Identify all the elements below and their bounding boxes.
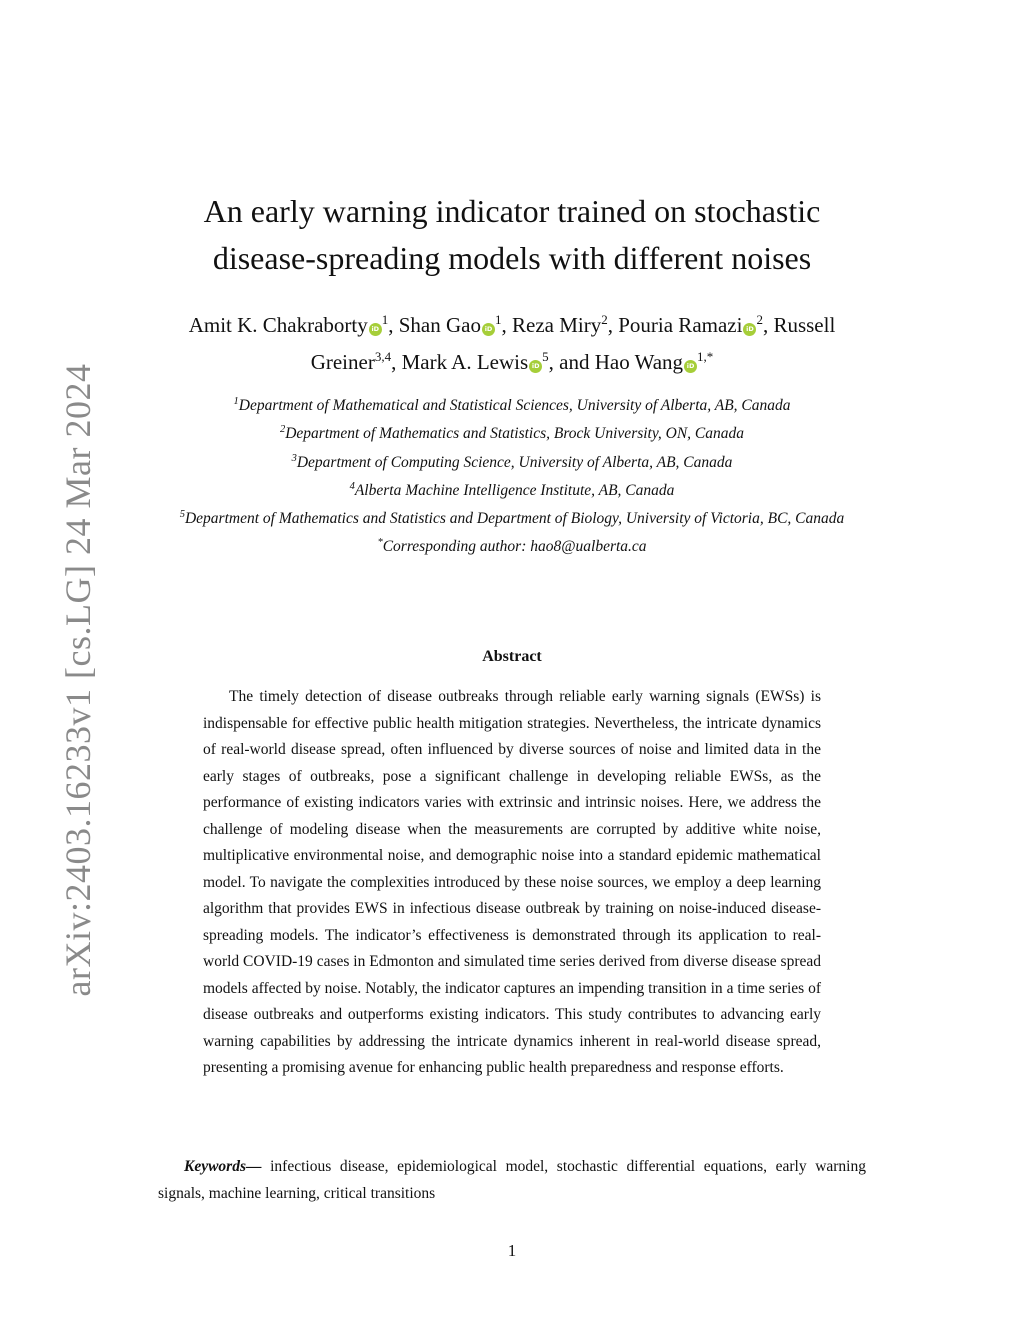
affil-mark: 5 [179, 509, 185, 521]
affil-mark: 4 [349, 480, 355, 492]
author-separator: , [388, 313, 399, 337]
orcid-icon[interactable]: iD [482, 323, 495, 336]
paper-title [0, 188, 1024, 282]
author-name: Shan Gao [398, 313, 481, 337]
affil-mark: * [377, 537, 383, 549]
author-affil-mark: 3,4 [374, 349, 392, 364]
affil-text: Department of Mathematical and Statistical Sciences, University of Alberta, AB, Canada [238, 397, 791, 414]
author-affil-mark: 1 [381, 312, 389, 327]
author-separator: , [607, 313, 619, 337]
keywords-list: infectious disease, epidemiological model, stochastic differential equations, early warning signals, machine learning, critical transitions [158, 1158, 866, 1202]
author-affil-mark: 2 [601, 312, 608, 327]
author-line-1 [0, 308, 1024, 345]
affiliation [160, 478, 864, 506]
title-line-2: disease-spreading models with different noises [212, 240, 812, 276]
author-name: Reza Miry [512, 313, 602, 337]
author-name-part: Russell [773, 313, 836, 337]
author-affil-mark: 1 [495, 312, 502, 327]
keywords-label: Keywords— [184, 1158, 262, 1175]
affiliation [160, 506, 864, 534]
keywords-section [158, 1154, 866, 1207]
affiliation [160, 393, 864, 421]
orcid-icon[interactable]: iD [529, 360, 542, 373]
author-list [0, 308, 1024, 382]
orcid-icon[interactable]: iD [684, 360, 697, 373]
affiliation [160, 534, 864, 562]
title-line-1: An early warning indicator trained on stochastic [203, 193, 821, 229]
orcid-icon[interactable]: iD [369, 323, 382, 336]
affil-mark: 1 [233, 396, 239, 407]
author-separator: , [391, 350, 402, 374]
affil-text: Alberta Machine Intelligence Institute, AB, Canada [354, 481, 675, 499]
affiliation [160, 421, 864, 449]
affiliation [160, 450, 864, 478]
author-separator: , [762, 313, 774, 337]
author-name: Mark A. Lewis [401, 350, 529, 374]
abstract-body: The timely detection of disease outbreaks through reliable early warning signals (EWSs) is indispensable for effective public health mitigation strategies. Nevertheless, the intricate dynamics of real-world disease spread, often influenced by diverse sources of noise and limited data in the early stages of outbreaks, pose a significant challenge in developing reliable EWSs, as the performance of existing indicators varies with extrinsic and intrinsic noises. Here, we address the challenge of modeling disease when the measurements are corrupted by additive white noise, multiplicative environmental noise, and demographic noise into a standard epidemic mathematical model. To navigate the complexities introduced by these noise sources, we employ a deep learning algorithm that provides EWS in infectious disease outbreak by training on noise-induced disease-spreading models. The indicator’s effectiveness is demonstrated through its application to real-world COVID-19 cases in Edmonton and simulated time series derived from diverse disease spread models affected by noise. Notably, the indicator captures an impending transition in a time series of disease outbreaks and outperforms existing indicators. This study contributes to advancing early warning capabilities by addressing the intricate dynamics inherent in real-world disease spread, presenting a promising avenue for enhancing public health preparedness and response efforts. [203, 688, 821, 1076]
author-affil-mark: 5 [542, 349, 549, 364]
author-line-2 [0, 345, 1024, 382]
affiliation-list [160, 393, 864, 563]
affil-text: Corresponding author: hao8@ualberta.ca [382, 538, 647, 556]
author-separator: , [501, 313, 512, 337]
affil-text: Department of Computing Science, University of Alberta, AB, Canada [296, 453, 733, 471]
orcid-icon[interactable]: iD [743, 323, 756, 336]
affil-mark: 3 [291, 452, 297, 464]
page-number: 1 [507, 1241, 517, 1260]
author-name: Amit K. Chakraborty [188, 313, 368, 337]
affil-text: Department of Mathematics and Statistics, Brock University, ON, Canada [285, 425, 745, 443]
affil-text: Department of Mathematics and Statistics and Department of Biology, University of Victoria, BC, Canada [184, 510, 845, 528]
abstract-heading: Abstract [482, 648, 542, 665]
arxiv-identifier-stamp: arXiv:2403.16233v1 [cs.LG] 24 Mar 2024 [58, 363, 98, 997]
author-and-separator: , and Hao Wang [548, 350, 684, 374]
author-affil-mark: 2 [756, 312, 763, 327]
author-name: Pouria Ramazi [618, 313, 743, 337]
author-name-part: Greiner [310, 350, 375, 374]
author-affil-mark: 1,* [697, 349, 714, 364]
affil-mark: 2 [279, 424, 286, 436]
